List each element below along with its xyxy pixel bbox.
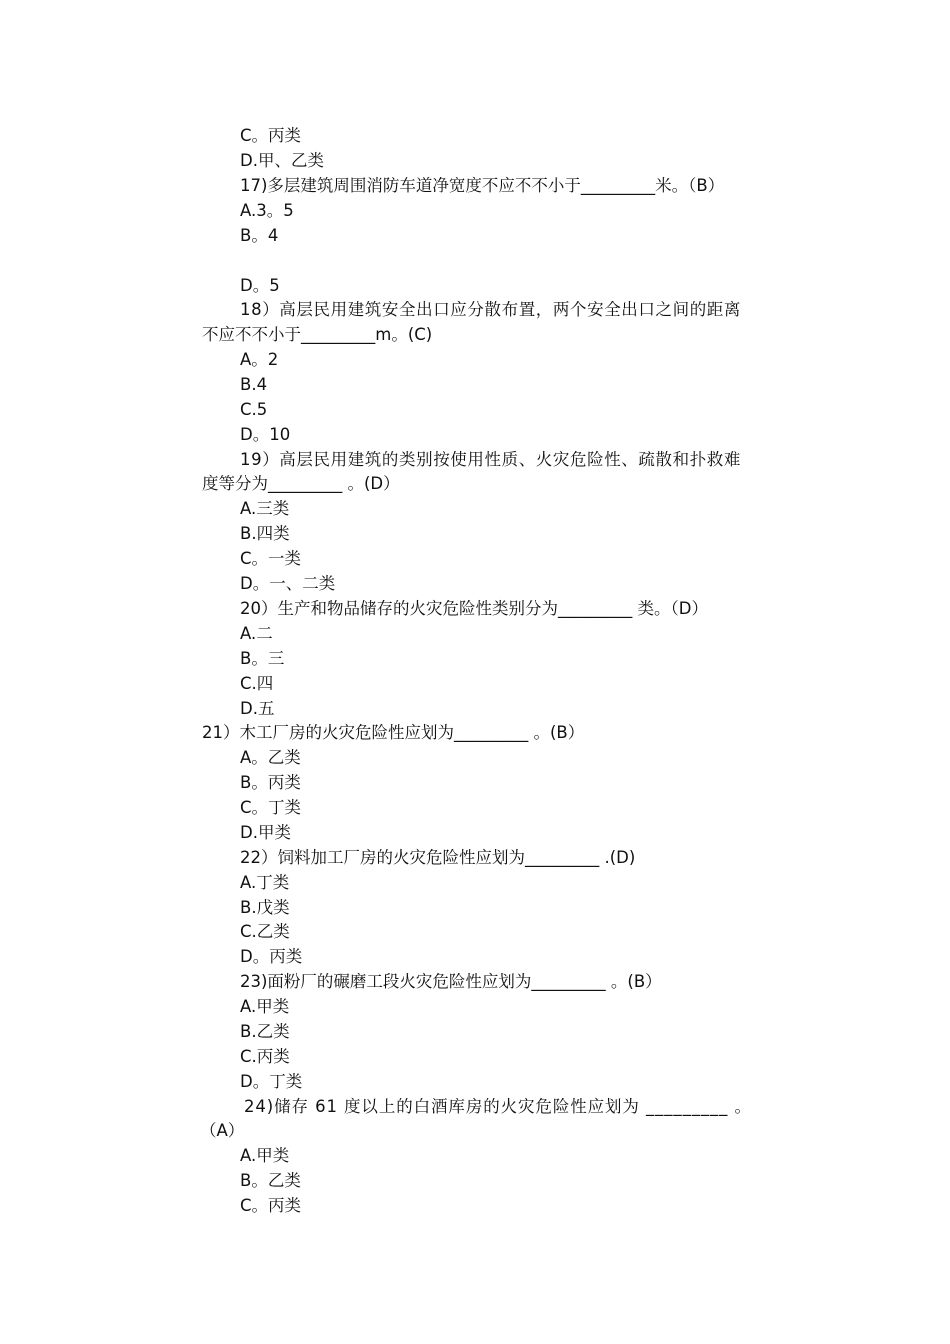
question-24-answer: （A） (200, 1121, 245, 1140)
question-21: 21）木工厂房的火灾危险性应划为_________ 。(B） (202, 723, 585, 742)
question-20: 20）生产和物品储存的火灾危险性类别分为_________ 类。（D） (240, 599, 708, 618)
q18-option-a: A。2 (240, 350, 279, 369)
q19-option-d: D。一、二类 (240, 574, 336, 593)
q18-option-d: D。10 (240, 425, 291, 444)
question-22: 22）饲料加工厂房的火灾危险性应划为_________ .(D) (240, 848, 636, 867)
q19-option-a: A.三类 (240, 499, 290, 518)
q24-option-c: C。丙类 (240, 1196, 302, 1215)
q18-option-b: B.4 (240, 375, 268, 394)
q16-option-d: D.甲、乙类 (240, 151, 324, 170)
q23-option-b: B.乙类 (240, 1022, 290, 1041)
q16-option-c: C。丙类 (240, 126, 302, 145)
q21-option-a: A。乙类 (240, 748, 301, 767)
question-23: 23)面粉厂的碾磨工段火灾危险性应划为_________ 。(B） (240, 972, 662, 991)
q19-option-b: B.四类 (240, 524, 290, 543)
question-18: 18）高层民用建筑安全出口应分散布置，两个安全出口之间的距离 (240, 300, 741, 319)
q17-option-a: A.3。5 (240, 201, 294, 220)
question-24: 24)储存 61 度以上的白酒库房的火灾危险性应划为 _________ 。 (244, 1097, 752, 1116)
q23-option-c: C.丙类 (240, 1047, 290, 1066)
q22-option-c: C.乙类 (240, 922, 290, 941)
q22-option-d: D。丙类 (240, 947, 303, 966)
q18-option-c: C.5 (240, 400, 268, 419)
question-18-cont: 不应不不小于_________m。(C) (202, 325, 433, 344)
question-17: 17)多层建筑周围消防车道净宽度不应不不小于_________米。（B） (240, 176, 725, 195)
question-19-cont: 度等分为_________ 。(D） (202, 474, 400, 493)
q24-option-b: B。乙类 (240, 1171, 301, 1190)
q24-option-a: A.甲类 (240, 1146, 290, 1165)
q17-option-d: D。5 (240, 276, 280, 295)
q22-option-a: A.丁类 (240, 873, 290, 892)
q21-option-c: C。丁类 (240, 798, 302, 817)
q23-option-d: D。丁类 (240, 1072, 303, 1091)
q20-option-a: A.二 (240, 624, 273, 643)
q20-option-d: D.五 (240, 699, 275, 718)
q22-option-b: B.戊类 (240, 898, 290, 917)
question-19: 19）高层民用建筑的类别按使用性质、火灾危险性、疏散和扑救难 (240, 450, 741, 469)
q19-option-c: C。一类 (240, 549, 302, 568)
q21-option-b: B。丙类 (240, 773, 301, 792)
q20-option-c: C.四 (240, 674, 274, 693)
q21-option-d: D.甲类 (240, 823, 291, 842)
q23-option-a: A.甲类 (240, 997, 290, 1016)
q17-option-b: B。4 (240, 226, 279, 245)
q20-option-b: B。三 (240, 649, 285, 668)
